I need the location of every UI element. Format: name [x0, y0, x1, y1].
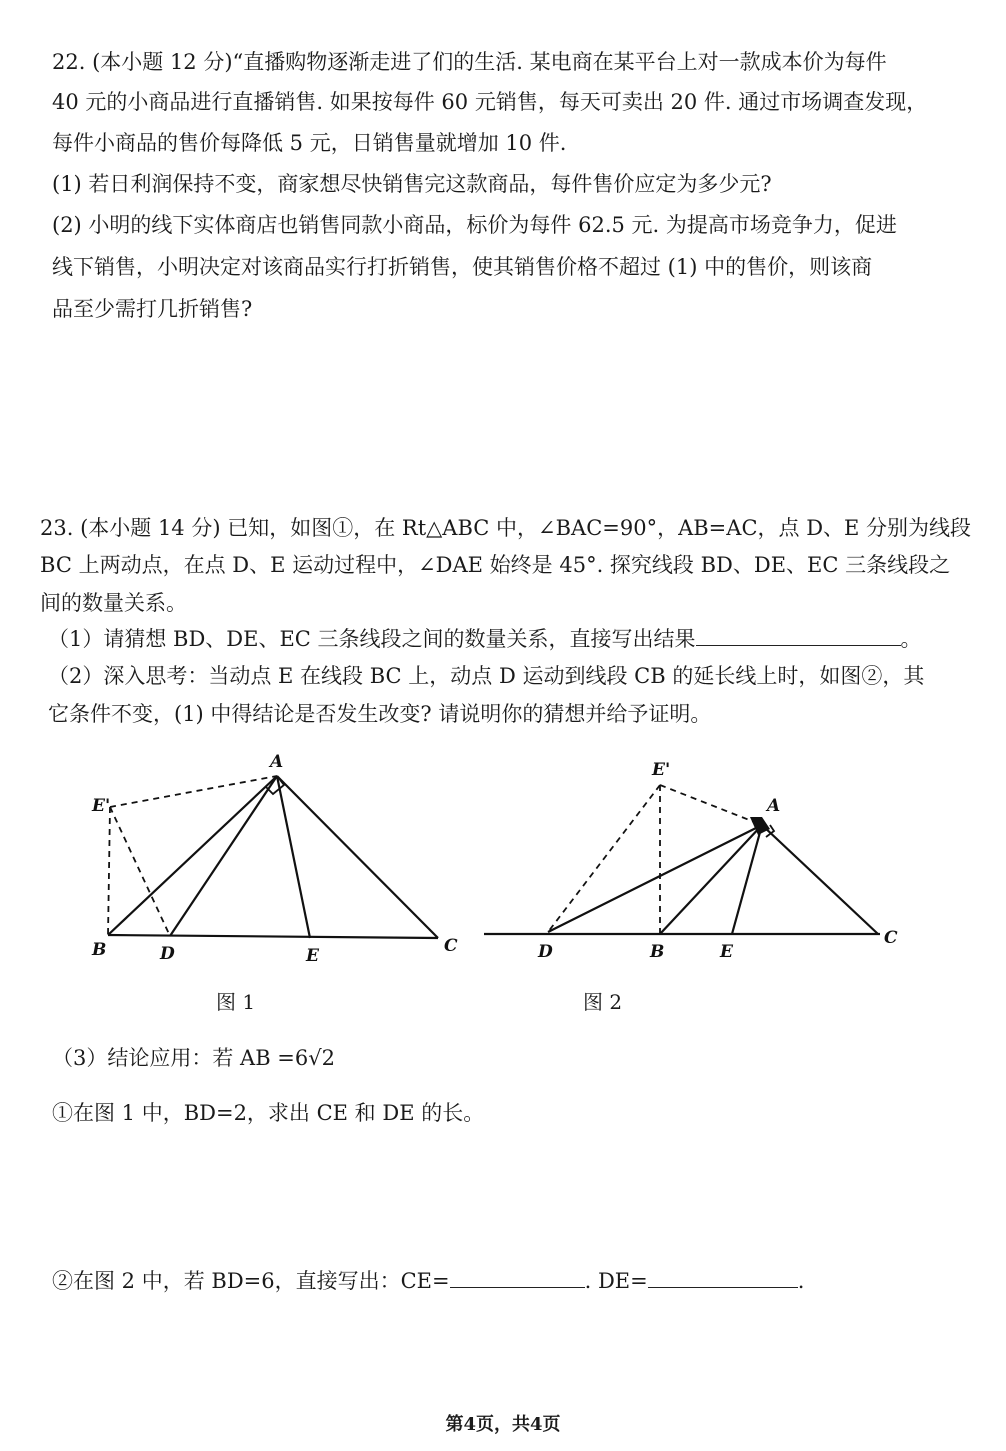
ce-answer-blank[interactable]: [450, 1267, 585, 1288]
fig2-segment-AD: [548, 825, 762, 932]
fig1-dashed-AE-prime: [110, 776, 277, 807]
fig1-segment-AE: [277, 776, 310, 938]
q23-line-1: 23. (本小题 14 分) 已知，如图①，在 Rt△ABC 中，∠BAC=90°，AB=AC，点 D、E 分别为线段: [40, 516, 972, 540]
fig1-label-E: E: [306, 946, 319, 966]
q22-line-3: 每件小商品的售价每降低 5 元，日销售量就增加 10 件.: [52, 131, 567, 155]
fig2-label-E: E: [720, 942, 733, 962]
fig2-angle-mark-filled: [750, 817, 770, 835]
fig2-dashed-AE-prime: [660, 785, 762, 825]
figure-2-caption: 图 2: [583, 990, 623, 1014]
q23-line-2: BC 上两动点，在点 D、E 运动过程中，∠DAE 始终是 45°. 探究线段 BD、DE、EC 三条线段之: [40, 553, 951, 577]
q23-part3-sub2: [52, 1266, 804, 1296]
page-footer: 第4页，共4页: [445, 1414, 561, 1435]
q23-part1-text: （1）请猜想 BD、DE、EC 三条线段之间的数量关系，直接写出结果: [48, 627, 696, 651]
figure-2: [480, 755, 910, 975]
figure-1-caption: 图 1: [216, 990, 256, 1014]
q23-part3-sub2-prefix: ②在图 2 中，若 BD=6，直接写出：CE=: [52, 1269, 450, 1293]
fig1-label-B: B: [92, 940, 107, 960]
q22-part2-line-2: 线下销售，小明决定对该商品实行打折销售，使其销售价格不超过 (1) 中的售价，则该商: [52, 255, 873, 279]
q23-part1: [48, 624, 922, 654]
q23-line-3: 间的数量关系。: [40, 591, 187, 615]
q23-part3-sub1: ①在图 1 中，BD=2，求出 CE 和 DE 的长。: [52, 1101, 485, 1125]
fig2-label-D: D: [538, 942, 553, 962]
fig1-segment-BC: [108, 935, 438, 938]
q23-part1-answer-blank[interactable]: [696, 625, 901, 646]
q23-part3-sub2-mid: . DE=: [584, 1269, 648, 1293]
fig1-dashed-BE-prime: [108, 807, 110, 935]
q22-part1: (1) 若日利润保持不变，商家想尽快销售完这款商品，每件售价应定为多少元?: [52, 172, 772, 196]
fig1-segment-AB: [108, 776, 277, 935]
fig2-label-C: C: [884, 928, 898, 948]
fig1-label-E-prime: E': [92, 796, 111, 816]
q23-part3-sub2-end: .: [797, 1269, 805, 1293]
fig1-segment-AD: [170, 776, 277, 936]
fig1-dashed-DE-prime: [110, 807, 170, 936]
q22-part2-line-3: 品至少需打几折销售?: [52, 297, 253, 321]
fig1-label-D: D: [160, 944, 175, 964]
fig2-segment-AC: [762, 825, 878, 934]
figure-1: [80, 745, 480, 975]
fig1-label-A: A: [270, 752, 284, 772]
fig1-label-C: C: [444, 936, 458, 956]
fig1-segment-AC: [277, 776, 438, 938]
q22-part2-line-1: (2) 小明的线下实体商店也销售同款小商品，标价为每件 62.5 元. 为提高市场竞争力，促进: [52, 213, 897, 237]
fig2-dashed-DE-prime: [548, 785, 660, 932]
q23-part2-line-2: 它条件不变，(1) 中得结论是否发生改变? 请说明你的猜想并给予证明。: [48, 702, 712, 726]
fig2-label-B: B: [650, 942, 665, 962]
q22-line-1: 22. (本小题 12 分)“直播购物逐渐走进了们的生活. 某电商在某平台上对一款成本价为每件: [52, 50, 887, 74]
fig2-label-E-prime: E': [652, 760, 671, 780]
q23-part3: （3）结论应用：若 AB =6√2: [52, 1046, 336, 1070]
q23-part1-end: 。: [900, 627, 922, 651]
q22-line-2: 40 元的小商品进行直播销售. 如果按每件 60 元销售，每天可卖出 20 件. 通过市场调查发现，: [52, 90, 928, 114]
fig2-label-A: A: [767, 796, 781, 816]
q23-part2-line-1: （2）深入思考：当动点 E 在线段 BC 上，动点 D 运动到线段 CB 的延长线上时，如图②，其: [48, 664, 925, 688]
de-answer-blank[interactable]: [648, 1267, 798, 1288]
